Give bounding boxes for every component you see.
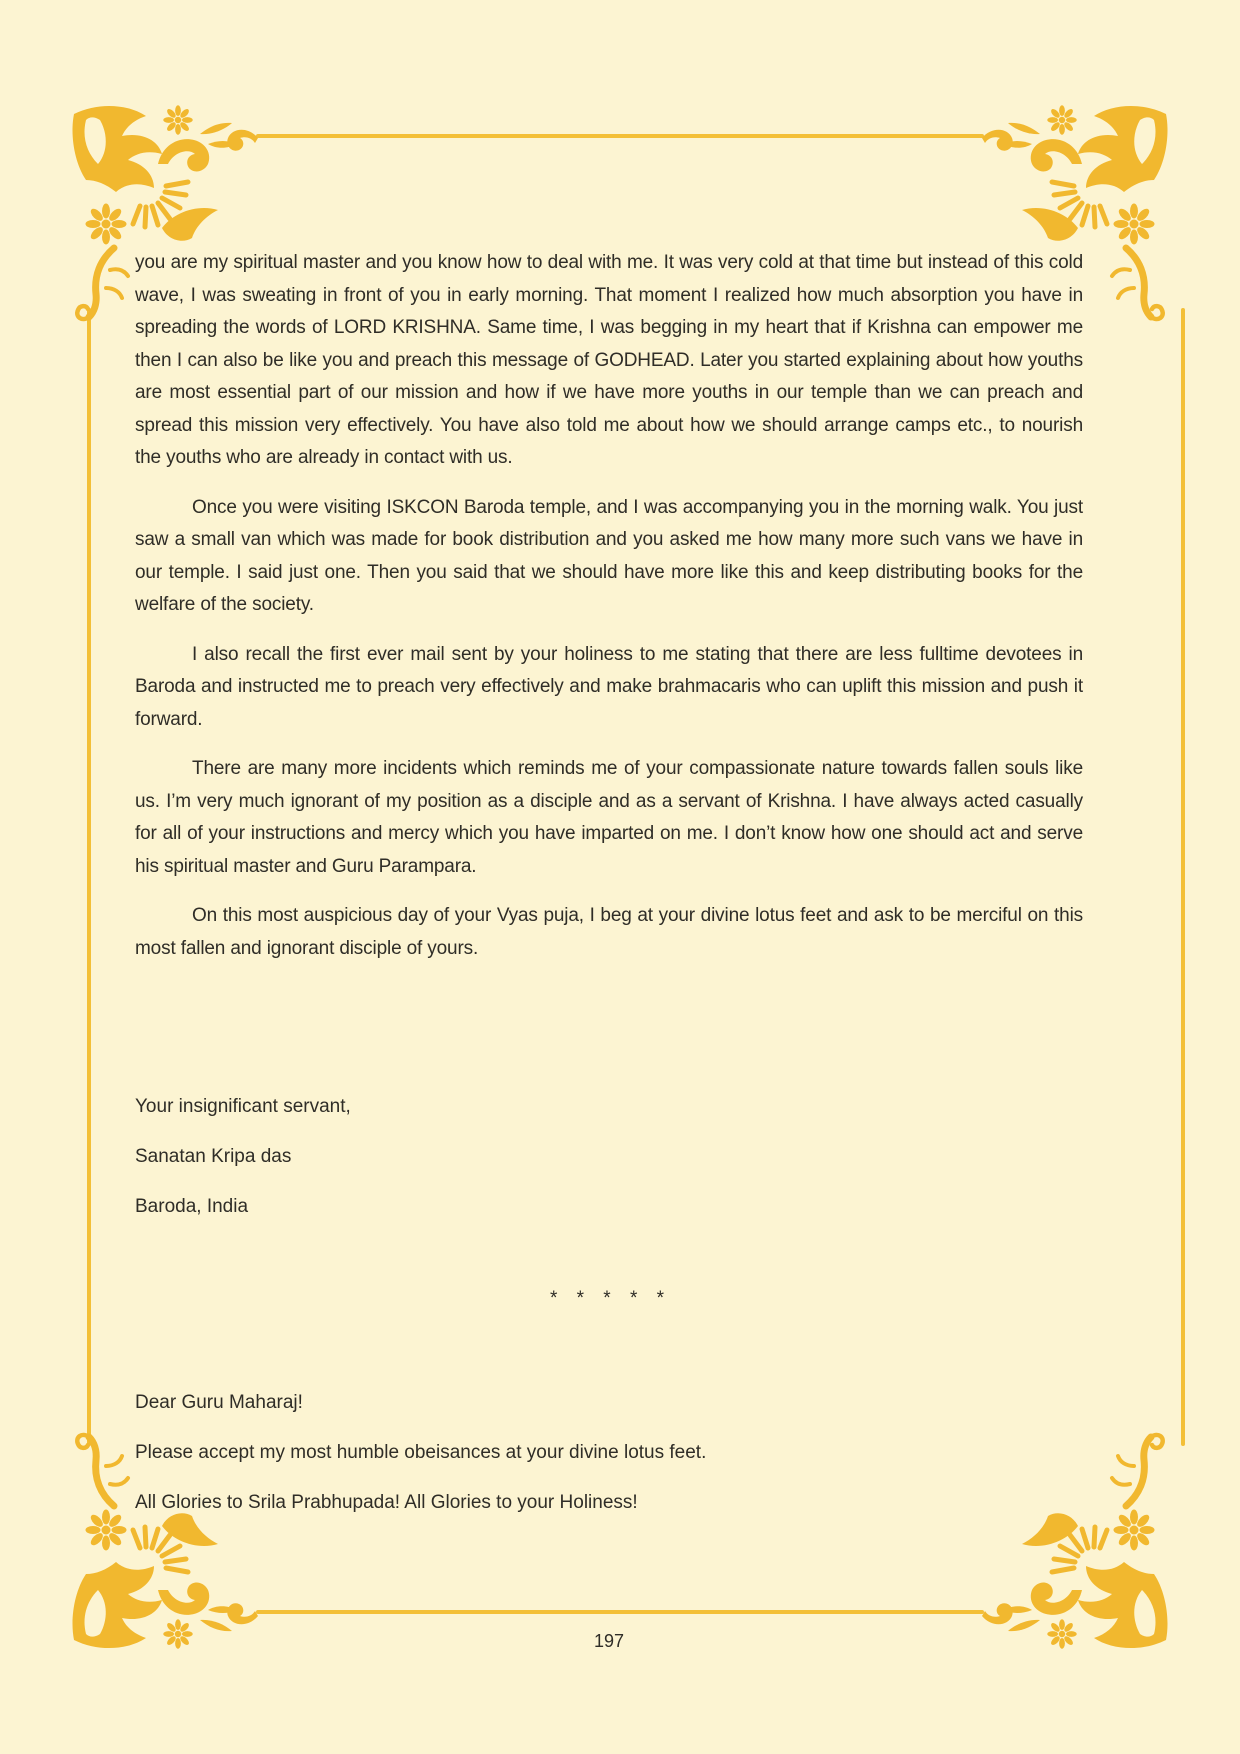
- page-number: 197: [593, 1631, 625, 1651]
- next-letter-line: Dear Guru Maharaj!: [135, 1392, 303, 1413]
- letter-paragraph: On this most auspicious day of your Vyas puja, I beg at your divine lotus feet and ask to be merciful on this most fallen and ignorant disciple of yours.: [135, 905, 1083, 959]
- frame-line-right: [1181, 308, 1185, 1446]
- frame-line-bottom: [256, 1610, 984, 1614]
- letter-paragraph: you are my spiritual master and you know how to deal with me. It was very cold at that time but instead of this cold wave, I was sweating in front of you in early morning. That moment I realized how much absorption you have in spreading the words of LORD KRISHNA. Same time, I was begging in my heart that if Krishna can empower me then I can also be like you and preach this message of GODHEAD. Later you started explaining about how youths are most essential part of our mission and how if we have more youths in our temple than we can preach and spread this mission very effectively. You have also told me about how we should arrange camps etc., to nourish the youths who are already in contact with us.: [135, 252, 1083, 468]
- frame-line-top: [256, 134, 984, 138]
- signature-line: Your insignificant servant,: [135, 1096, 351, 1117]
- signature-block: [135, 1091, 1083, 1241]
- asterisk-separator: * * * * *: [549, 1288, 669, 1309]
- next-letter-line: Please accept my most humble obeisances at your divine lotus feet.: [135, 1442, 707, 1463]
- frame-line-left: [87, 308, 91, 1446]
- letter-paragraph: There are many more incidents which reminds me of your compassionate nature towards fallen souls like us. I’m very much ignorant of my position as a disciple and as a servant of Krishna. I have always acted casually for all of your instructions and mercy which you have imparted on me. I don’t know how one should act and serve his spiritual master and Guru Parampara.: [135, 758, 1083, 877]
- next-letter-line: All Glories to Srila Prabhupada! All Glories to your Holiness!: [135, 1492, 638, 1513]
- letter-body: [135, 247, 1083, 982]
- signature-line: Sanatan Kripa das: [135, 1146, 292, 1167]
- letter-paragraph: Once you were visiting ISKCON Baroda temple, and I was accompanying you in the morning walk. You just saw a small van which was made for book distribution and you asked me how many more such vans we have in our temple. I said just one. Then you said that we should have more like this and keep distributing books for the welfare of the society.: [135, 496, 1083, 615]
- signature-line: Baroda, India: [135, 1196, 249, 1217]
- letter-paragraph: I also recall the first ever mail sent by your holiness to me stating that there are less fulltime devotees in Baroda and instructed me to preach very effectively and make brahmacaris who can uplift this mission and push it forward.: [135, 643, 1083, 730]
- next-letter-opening: [135, 1387, 1083, 1537]
